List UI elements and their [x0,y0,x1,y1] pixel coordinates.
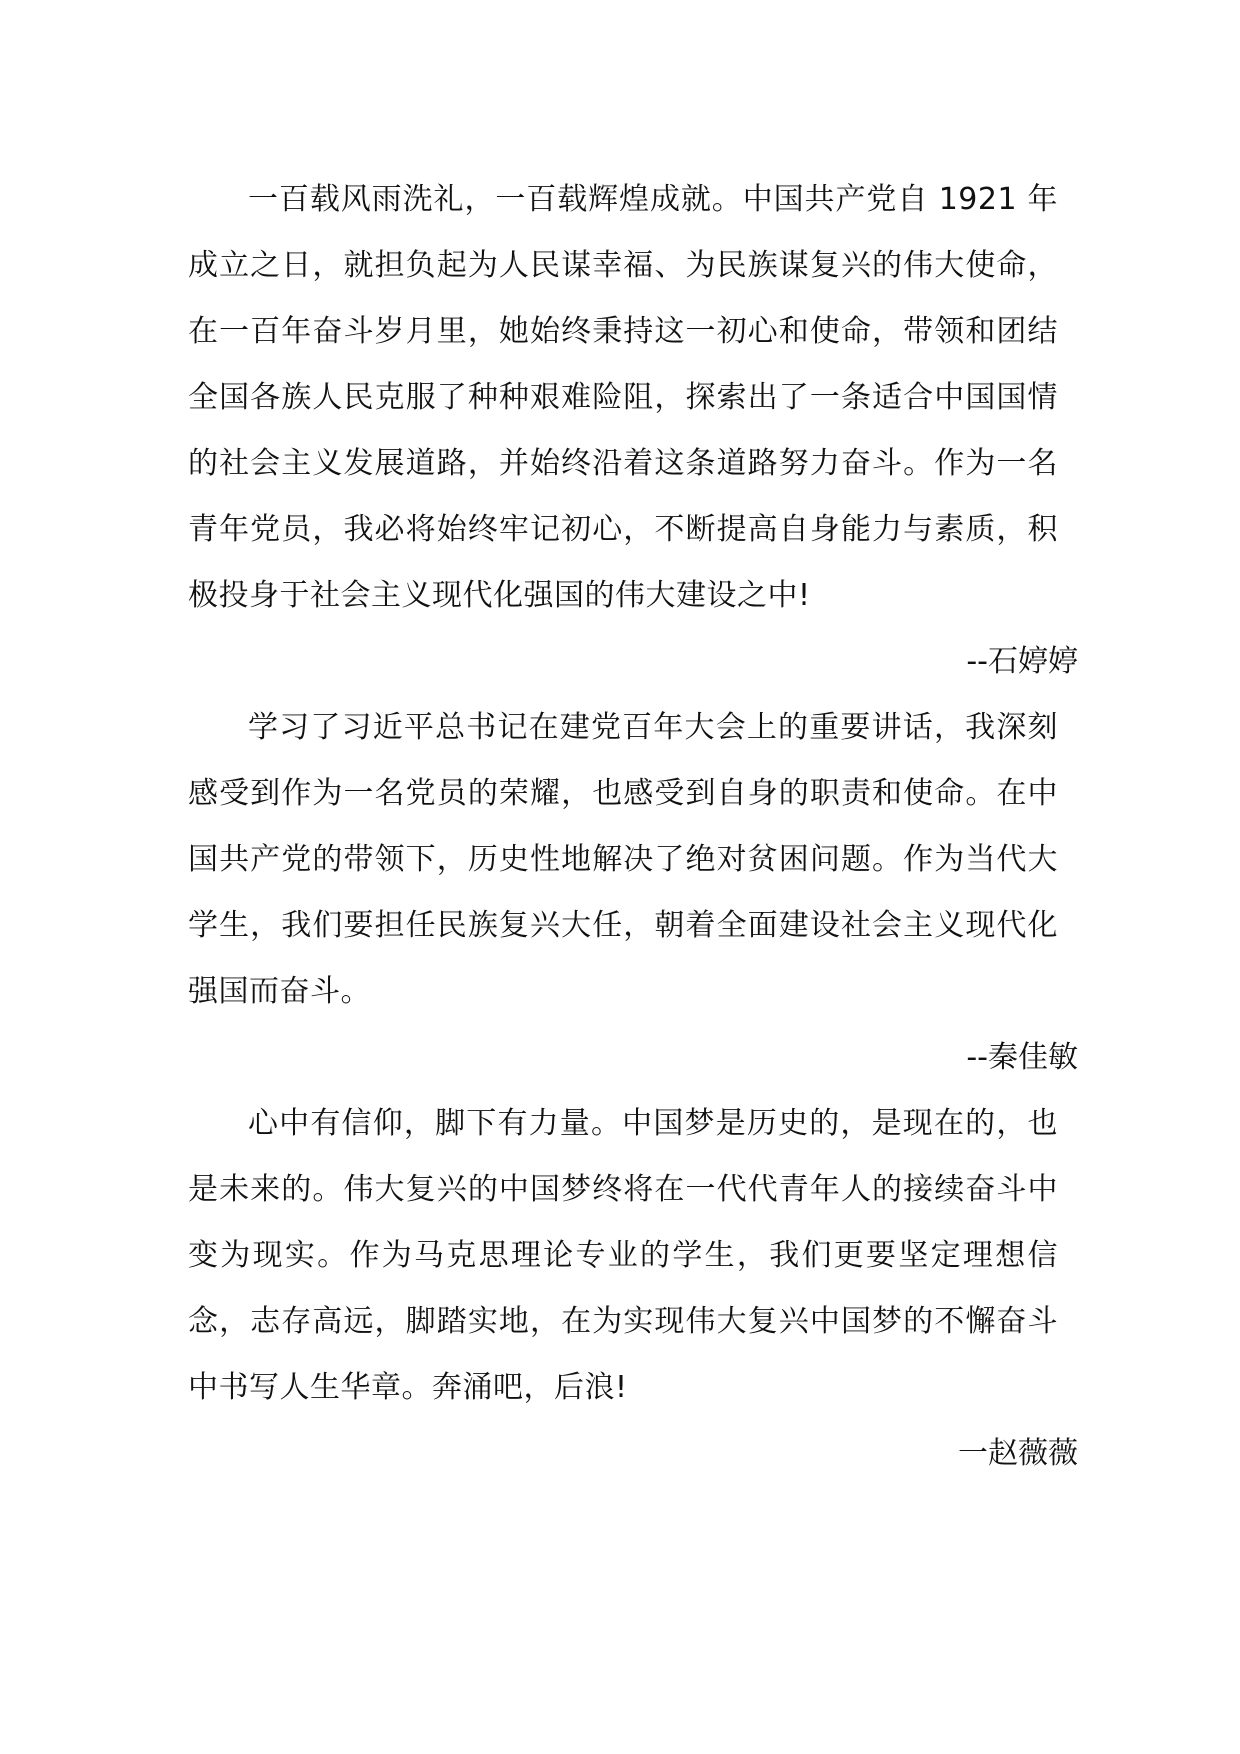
paragraph-3: 心中有信仰，脚下有力量。中国梦是历史的，是现在的，也是未来的。伟大复兴的中国梦终将在一代代青年人的接续奋斗中变为现实。作为马克思理论专业的学生，我们更要坚定理想信念，志存高远，脚踏实地，在为实现伟大复兴中国梦的不懈奋斗中书写人生华章。奔涌吧，后浪! [188,1106,1058,1405]
signature-3: 一赵薇薇 [958,1436,1078,1471]
paragraph-2: 学习了习近平总书记在建党百年大会上的重要讲话，我深刻感受到作为一名党员的荣耀，也感受到自身的职责和使命。在中国共产党的带领下，历史性地解决了绝对贫困问题。作为当代大学生，我们要担任民族复兴大任，朝着全面建设社会主义现代化强国而奋斗。 [188,710,1058,1009]
paragraph-1: 一百载风雨洗礼，一百载辉煌成就。中国共产党自 1921 年成立之日，就担负起为人民谋幸福、为民族谋复兴的伟大使命，在一百年奋斗岁月里，她始终秉持这一初心和使命，带领和团结全国各族人民克服了种种艰难险阻，探索出了一条适合中国国情的社会主义发展道路，并始终沿着这条道路努力奋斗。作为一名青年党员，我必将始终牢记初心，不断提高自身能力与素质，积极投身于社会主义现代化强国的伟大建设之中! [188,182,1058,613]
document-body [188,167,1078,1487]
signature-2: --秦佳敏 [966,1040,1078,1075]
signature-1: --石婷婷 [966,644,1078,679]
